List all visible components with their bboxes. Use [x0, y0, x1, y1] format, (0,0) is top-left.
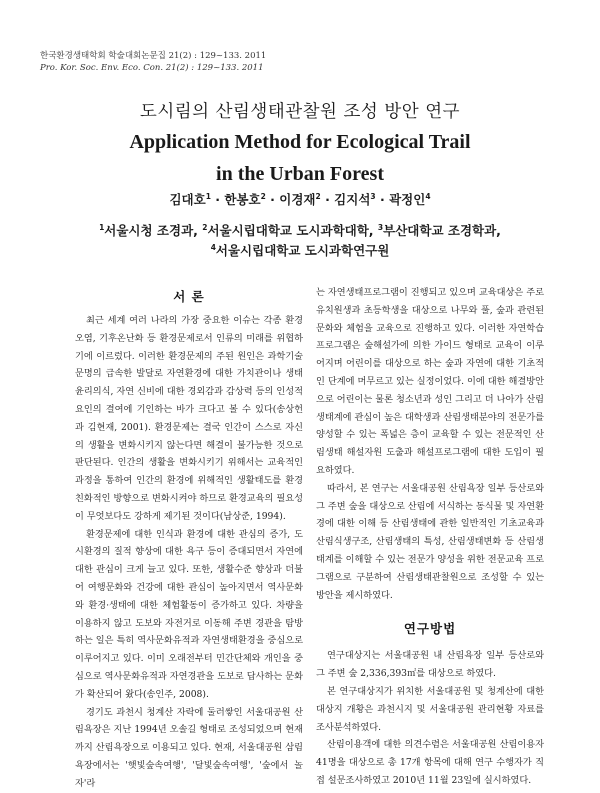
title-english-line-2: in the Urban Forest [216, 163, 384, 185]
affiliation: 부산대학교 조경학과, [383, 223, 501, 238]
author-list [0, 190, 600, 208]
running-head-korean: 한국환경생태학회 학술대회논문집 21(2) : 129~133. 2011 [40, 51, 267, 61]
author-name: 한봉호 [224, 192, 261, 207]
right-column [316, 284, 544, 790]
affiliation-sup: 3 [377, 222, 384, 232]
intro-paragraph-4: 따라서, 본 연구는 서울대공원 산림욕장 일부 등산로와 그 주변 숲을 대상으로 산림에 서식하는 동식물 및 자연환경에 대한 이해 등 산림생태에 관한 일반적인 기초교육과 산림식생구조, 산림생태의 특성, 산림생태변화 등 산림생태계를 이해할 수 있는 전문가 양성을 위한 전문교육 프로그램으로 구분하여 산림생태관찰원으로 조성할 수 있는 방안을 제시하였다. [316, 482, 544, 601]
title-korean: 도시림의 산림생태관찰원 조성 방안 연구 [139, 102, 461, 122]
author [334, 192, 375, 207]
author-separator: · [320, 192, 335, 207]
affiliation-sup: 4 [210, 242, 216, 252]
method-paragraph-3: 산림이용객에 대한 의견수렴은 서울대공원 산림이용자 41명을 대상으로 총 17개 항목에 대해 연구 수행자가 직접 설문조사하였고 2010년 11월 23일에 실시하였다. [316, 739, 544, 786]
author [389, 192, 430, 207]
affiliation-line-2 [0, 241, 600, 259]
intro-heading: 서 론 [173, 289, 205, 304]
author-sup: 4 [425, 191, 431, 201]
intro-paragraph-continued: 는 자연생태프로그램이 진행되고 있으며 교육대상은 주로 유치원생과 초등학생을 대상으로 나무와 풀, 숲과 관련된 문화와 체험을 교육으로 진행하고 있다. 이러한 자연학습프로그램은 숲해설가에 의한 가이드 형태로 교육이 이루어지며 어린이를 대상으로 하는 숲과 자연에 대한 기초적인 단계에 머무르고 있는 실정이었다. 이에 대한 해결방안으로 어린이는 물론 청소년과 성인 그리고 더 나아가 산림생태계에 관심이 높은 대학생과 산림생태분야의 전문가를 양성할 수 있는 폭넓은 층이 교육할 수 있는 전문적인 산림생태 해설자원 도출과 해설프로그램에 대한 도입이 필요하였다. [316, 287, 544, 476]
author-sup: 2 [315, 191, 321, 201]
affiliation: 서울시립대학교 도시과학대학, [207, 223, 378, 238]
author-separator: · [265, 192, 280, 207]
intro-paragraph-1: 최근 세계 여러 나라의 가장 중요한 이슈는 각종 환경오염, 기후온난화 등 환경문제로서 인류의 미래를 위협하기에 이르렀다. 이러한 환경문제의 주된 원인은 과학기술 문명의 급속한 발달로 자연환경에 대한 가치관이나 생태윤리의식, 자연 신비에 대한 경외감과 감상력 등의 인성적 요인의 결여에 기인하는 바가 크다고 볼 수 있다(송상헌과 김현재, 2001). 환경문제는 결국 인간이 스스로 자신의 생활을 변화시키지 않는다면 해결이 불가능한 것으로 판단된다. 인간의 생활을 변화시키기 위해서는 교육적인 과정을 통하여 인간의 환경에 위해적인 생활태도를 환경친화적인 방향으로 변화시켜야 하므로 환경교육의 필요성이 무엇보다도 강하게 제기된 것이다(남상준, 1994). [75, 315, 303, 522]
intro-paragraph-2: 환경문제에 대한 인식과 환경에 대한 관심의 증가, 도시환경의 질적 향상에 대한 욕구 등이 증대되면서 자연에 대한 관심이 크게 늘고 있다. 또한, 생활수준 향상과 더불어 여행문화와 건강에 대한 관심이 높아지면서 역사문화와 환경·생태에 대한 체험활동이 증가하고 있다. 차량을 이용하지 않고 도보와 자전거로 이동해 주변 경관을 탐방하는 일은 특히 역사문화유적과 자연생태환경을 중심으로 이루어지고 있다. 이미 오래전부터 민간단체와 개인을 중심으로 역사문화유적과 자연경관을 도보로 답사하는 문화가 확산되어 왔다(송인주, 2008). [75, 528, 303, 700]
author-separator: · [375, 192, 390, 207]
author [224, 192, 265, 207]
affiliation-sup: 2 [202, 222, 208, 232]
author [169, 192, 210, 207]
affiliation: 서울시립대학교 도시과학연구원 [215, 243, 390, 258]
affiliation-line-1 [0, 221, 600, 239]
author-name: 김지석 [334, 192, 371, 207]
intro-paragraph-3: 경기도 과천시 청계산 자락에 둘러쌓인 서울대공원 산림욕장은 지난 1994년 오솔길 형태로 조성되었으며 현재까지 산림욕장으로 이용되고 있다. 현재, 서울대공원 삼림욕장에서는 '햇빛숲속여행', '달빛숲속여행', '숲에서 놀자'라 [75, 706, 303, 789]
author-name: 김대호 [169, 192, 206, 207]
running-head [40, 50, 266, 74]
running-head-english: Pro. Kor. Soc. Env. Eco. Con. 21(2) : 129~133. 2011 [40, 63, 264, 73]
left-column [75, 282, 303, 793]
author-name: 곽정인 [389, 192, 426, 207]
author-name: 이경재 [279, 192, 316, 207]
method-heading: 연구방법 [403, 621, 457, 637]
method-paragraph-2: 본 연구대상지가 위치한 서울대공원 및 청계산에 대한 대상지 개황은 과천시지 및 서울대공원 관리현황 자료를 조사분석하였다. [316, 685, 544, 733]
affiliation: 서울시청 조경과, [104, 223, 203, 238]
author-sup: 1 [205, 191, 211, 201]
title-english-line-1: Application Method for Ecological Trail [129, 131, 471, 153]
affiliation-sup: 1 [99, 222, 105, 232]
author-sup: 2 [260, 191, 266, 201]
method-paragraph-1: 연구대상지는 서울대공원 내 산림욕장 일부 등산로와 그 주변 숲 2,336,393㎡를 대상으로 하였다. [316, 650, 544, 680]
author-sup: 3 [370, 191, 376, 201]
author [279, 192, 320, 207]
author-separator: · [210, 192, 225, 207]
